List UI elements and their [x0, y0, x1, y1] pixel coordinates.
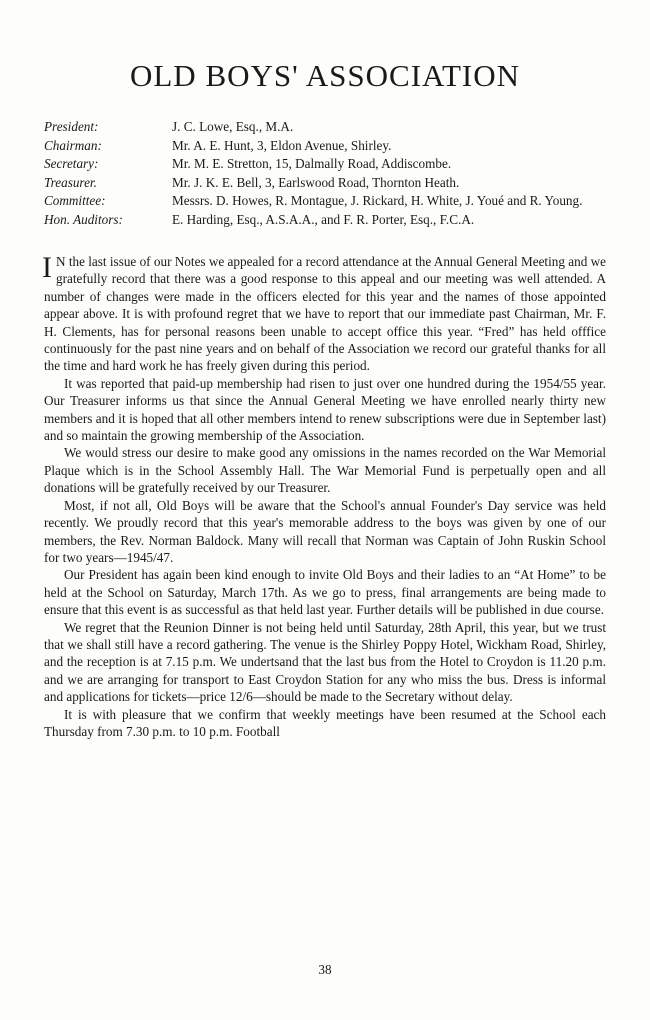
paragraph: We regret that the Reunion Dinner is not being held until Saturday, 28th April, this year, but we trust that we shall still have a record gathering. The venue is the Shirley Poppy Hotel, Wickham Road, Shirley, and the reception is at 7.15 p.m. We undertsand that the last bus from the Hotel to Croydon is 11.20 p.m. and we are arranging for transport to East Croydon Station for any who miss the bus. Dress is informal and applications for tickets—price 12/6—should be made to the Secretary without delay. [44, 619, 606, 705]
officer-names: Mr. J. K. E. Bell, 3, Earlswood Road, Thornton Heath. [172, 174, 460, 190]
officer-president [44, 118, 614, 137]
officer-role: President: [44, 119, 99, 134]
page-title: OLD BOYS' ASSOCIATION [129, 58, 521, 93]
officer-chairman [44, 137, 614, 156]
officer-names: Mr. M. E. Stretton, 15, Dalmally Road, Addiscombe. [172, 156, 452, 172]
paragraph: Our President has again been kind enough to invite Old Boys and their ladies to an “At Home” to be held at the School on Saturday, March 17th. As we go to press, final arrangements are being made to ensure that this event is as successful as that held last year. Further details will be published in due course. [44, 567, 606, 618]
article-body [44, 253, 606, 740]
officer-role: Treasurer. [44, 174, 97, 190]
officers-list [44, 118, 614, 230]
paragraph: It was reported that paid-up membership had risen to just over one hundred during the 1954/55 year. Our Treasurer informs us that since the Annual General Meeting we have enrolled nearly thirty new members and it is hoped that all other members intend to renew subscriptions were due in September last) and so maintain the growing membership of the Association. [44, 375, 606, 444]
officer-secretary [44, 155, 614, 174]
officer-treasurer [44, 174, 614, 193]
paragraph [44, 253, 606, 375]
paragraph-text: N the last issue of our Notes we appealed for a record attendance at the Annual General Meeting and we gratefully record that there was a good response to this appeal and our meeting was well attended. A number of changes were made in the officers elected for this year and the names of those appointed appear above. It is with profound regret that we have to report that our immediate past Chairman, Mr. F. H. Clements, has for personal reasons been unable to accept office this year. “Fred” has held offfice continuously for the past nine years and on behalf of the Association we record our grateful thanks for all the time and hard work he has freely given during this period. [44, 254, 606, 374]
officer-role: Committee: [44, 193, 106, 209]
officer-names: E. Harding, Esq., A.S.A.A., and F. R. Porter, Esq., F.C.A. [172, 211, 475, 227]
officer-role: Hon. Auditors: [44, 211, 123, 227]
paragraph: It is with pleasure that we confirm that weekly meetings have been resumed at the School each Thursday from 7.30 p.m. to 10 p.m. Football [44, 706, 606, 739]
officer-names: J. C. Lowe, Esq., M.A. [172, 119, 294, 134]
paragraph: Most, if not all, Old Boys will be aware that the School's annual Founder's Day service was held recently. We proudly record that this year's memorable address to the boys was given by one of our members, the Rev. Norman Baldock. Many will recall that Norman was Captain of John Ruskin School for two years—1945/47. [44, 497, 606, 565]
officer-role: Secretary: [44, 156, 99, 172]
paragraph: We would stress our desire to make good any omissions in the names recorded on the War Memorial Plaque which is in the School Assembly Hall. The War Memorial Fund is perpetually open and all donations will be gratefully received by our Treasurer. [44, 445, 606, 496]
officer-names: Mr. A. E. Hunt, 3, Eldon Avenue, Shirley. [172, 137, 392, 153]
officer-committee [44, 192, 614, 211]
officer-role: Chairman: [44, 137, 102, 153]
officer-names: Messrs. D. Howes, R. Montague, J. Rickard, H. White, J. Youé and R. Young. [172, 193, 583, 209]
drop-cap: I [42, 251, 52, 284]
page-number: 38 [318, 962, 332, 977]
officer-auditors [44, 211, 614, 230]
